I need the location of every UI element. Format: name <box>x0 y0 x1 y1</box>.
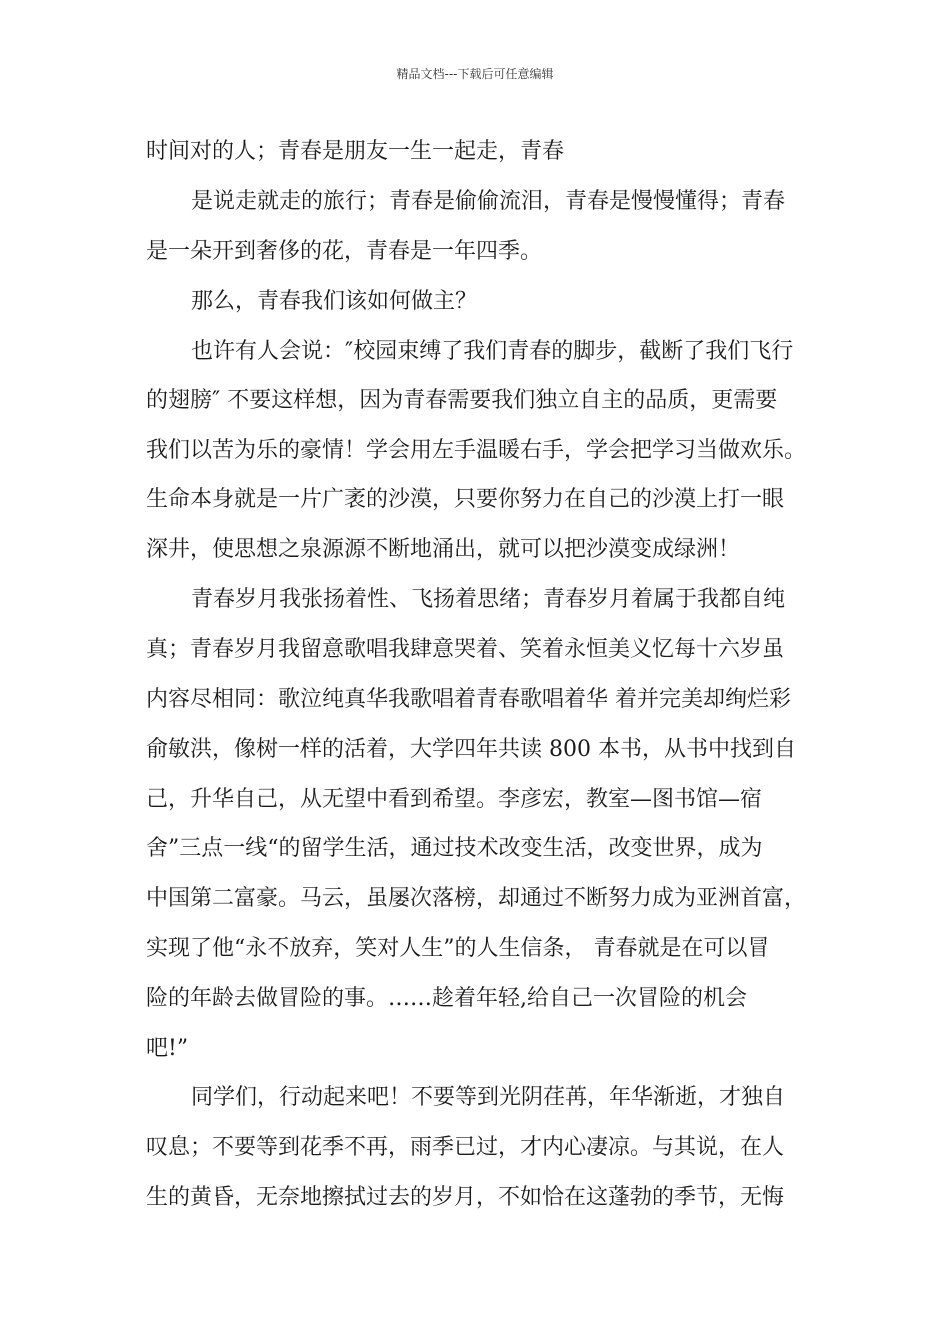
text-line: 己，升华自己，从无望中看到希望。李彦宏，教室—图书馆—宿 <box>146 787 763 812</box>
text-line: 实现了他“永不放弃，笑对人生”的人生信条， 青春就是在可以冒 <box>146 936 770 961</box>
page-header: 精品文档---下载后可任意编辑 <box>396 67 554 81</box>
text-line: 内容尽相同：歌泣纯真华我歌唱着青春歌唱着华 着并完美却绚烂彩 <box>146 687 791 712</box>
text-line: 生命本身就是一片广袤的沙漠，只要你努力在自己的沙漠上打一眼 <box>146 487 785 512</box>
text-line: 深井，使思想之泉源源不断地涌出，就可以把沙漠变成绿洲！ <box>146 537 741 562</box>
text-line: 是一朵开到奢侈的花，青春是一年四季。 <box>146 239 543 264</box>
text-line: 真；青春岁月我留意歌唱我肆意哭着、笑着永恒美义忆每十六岁虽 <box>146 637 785 662</box>
text-line: 我们以苦为乐的豪情！学会用左手温暖右手，学会把学习当做欢乐。 <box>146 438 807 463</box>
text-line: 中国第二富豪。马云，虽屡次落榜，却通过不断努力成为亚洲首富， <box>146 886 807 911</box>
text-line: 俞敏洪，像树一样的活着，大学四年共读 800 本书，从书中找到自 <box>146 737 796 762</box>
text-line: 那么，青春我们该如何做主？ <box>191 289 478 314</box>
text-line: 青春岁月我张扬着性、飞扬着思绪；青春岁月着属于我都自纯 <box>191 587 786 612</box>
text-line: 叹息；不要等到花季不再，雨季已过，才内心凄凉。与其说，在人 <box>146 1135 785 1160</box>
text-line: 的翅膀″ 不要这样想，因为青春需要我们独立自主的品质，更需要 <box>146 388 778 413</box>
text-line: 生的黄昏，无奈地擦拭过去的岁月，不如恰在这蓬勃的季节，无悔 <box>146 1185 785 1210</box>
text-line: 险的年龄去做冒险的事。……趁着年轻,给自己一次冒险的机会 <box>146 986 747 1011</box>
text-line: 时间对的人；青春是朋友一生一起走，青春 <box>146 139 565 164</box>
text-line: 吧!” <box>146 1036 189 1061</box>
text-line: 也许有人会说：″校园束缚了我们青春的脚步，截断了我们飞行 <box>191 339 794 364</box>
text-line: 舍”三点一线“的留学生活，通过技术改变生活，改变世界，成为 <box>146 836 763 861</box>
text-line: 同学们，行动起来吧！不要等到光阴荏苒，年华渐逝，才独自 <box>191 1085 786 1110</box>
text-line: 是说走就走的旅行；青春是偷偷流泪，青春是慢慢懂得；青春 <box>191 189 786 214</box>
